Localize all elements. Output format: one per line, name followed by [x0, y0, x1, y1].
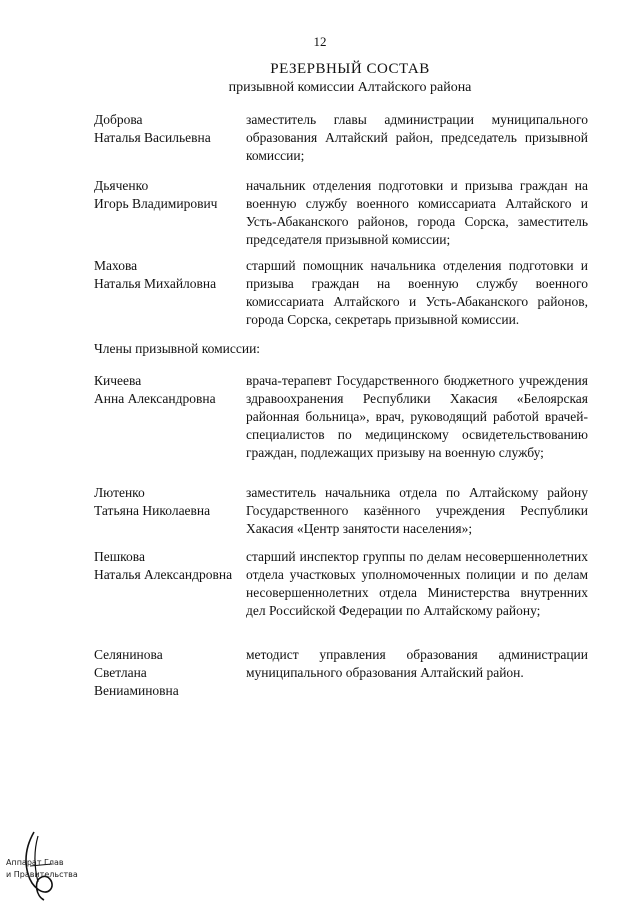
members-heading: Члены призывной комиссии:	[94, 341, 261, 356]
person-name	[94, 484, 244, 520]
person-given-name: Светлана	[94, 665, 147, 680]
person-surname: Кичеева	[94, 373, 142, 388]
page-number: 12	[313, 34, 327, 49]
person-role: заместитель главы администрации муниципального образования Алтайский район, председатель призывной комиссии;	[246, 112, 588, 163]
person-name	[94, 646, 244, 700]
stamp-line-1: Аппарат Глав	[6, 858, 64, 867]
registration-stamp	[4, 826, 84, 904]
person-given-name: Наталья Александровна	[94, 567, 233, 582]
person-given-name: Анна Александровна	[94, 391, 216, 406]
person-surname: Лютенко	[94, 485, 145, 500]
person-given-name: Наталья Васильевна	[94, 130, 211, 145]
person-name	[94, 111, 244, 147]
person-given-name: Татьяна Николаевна	[94, 503, 211, 518]
person-patronymic: Вениаминовна	[94, 683, 179, 698]
person-role: начальник отделения подготовки и призыва граждан на военную службу военного комиссариата Алтайского и Усть-Абаканского районов, города Сорска, заместитель председателя призывной комиссии;	[246, 178, 588, 247]
person-role: старший помощник начальника отделения подготовки и призыва граждан на военную службу военного комиссариата Алтайского и Усть-Абаканского районов, города Сорска, секретарь призывной комиссии.	[246, 258, 588, 327]
person-surname: Дьяченко	[94, 178, 149, 193]
person-surname: Селянинова	[94, 647, 163, 662]
person-name	[94, 257, 244, 293]
person-surname: Доброва	[94, 112, 143, 127]
person-surname: Махова	[94, 258, 138, 273]
person-given-name: Наталья Михайловна	[94, 276, 217, 291]
person-name	[94, 548, 244, 584]
person-role: заместитель начальника отдела по Алтайскому району Государственного казённого учреждения Республики Хакасия «Центр занятости населения»;	[246, 485, 588, 536]
person-name	[94, 372, 244, 408]
person-role: старший инспектор группы по делам несовершеннолетних отдела участковых уполномоченных полиции и по делам несовершеннолетних отдела Министерства внутренних дел Российской Федерации по Алтайскому району;	[246, 549, 588, 618]
person-given-name: Игорь Владимирович	[94, 196, 218, 211]
person-name	[94, 177, 244, 213]
stamp-line-2: и Правительства	[6, 870, 78, 879]
person-role: врача-терапевт Государственного бюджетного учреждения здравоохранения Республики Хакасия «Белоярская районная больница», врач, руководящий работой врачей-специалистов по медицинскому освидетельствованию граждан, подлежащих призыву на военную службу;	[246, 373, 588, 460]
person-surname: Пешкова	[94, 549, 145, 564]
document-subtitle: призывной комиссии Алтайского района	[228, 80, 472, 95]
document-title: РЕЗЕРВНЫЙ СОСТАВ	[270, 61, 430, 77]
person-role: методист управления образования администрации муниципального образования Алтайский район.	[246, 647, 588, 680]
